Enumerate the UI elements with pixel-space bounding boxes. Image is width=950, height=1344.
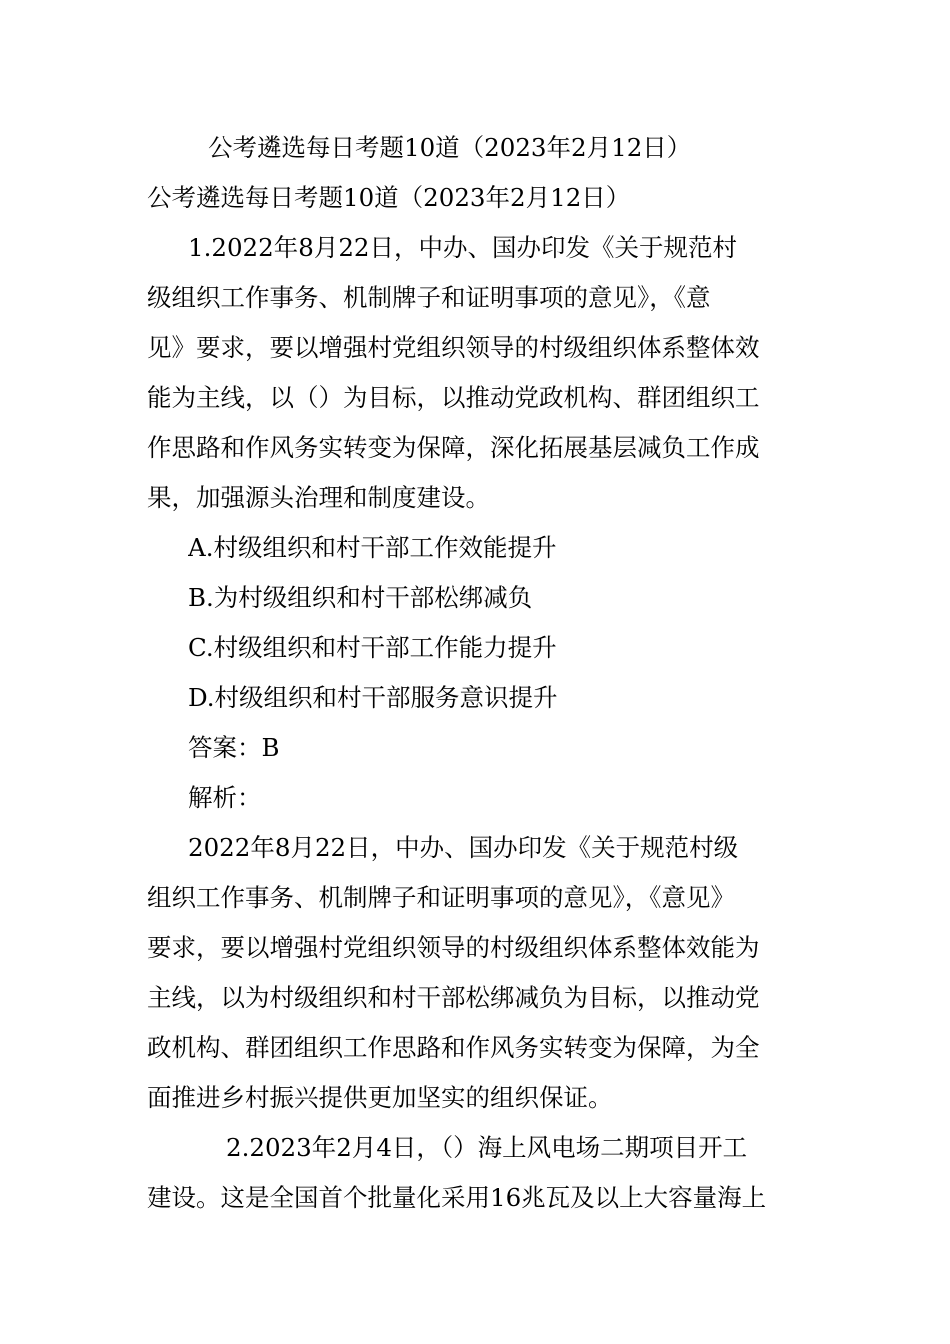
document-title: 公考遴选每日考题10道（2023年2月12日） [208, 133, 692, 162]
q1-analysis-line: 要求，要以增强村党组织领导的村级组织体系整体效能为 [147, 933, 760, 962]
q1-option-b: B.为村级组织和村干部松绑减负 [188, 583, 533, 612]
q1-stem-line: 级组织工作事务、机制牌子和证明事项的意见》，《意 [147, 283, 711, 312]
q1-stem-line: 作思路和作风务实转变为保障，深化拓展基层减负工作成 [147, 433, 760, 462]
q2-stem-line: 建设。这是全国首个批量化采用16兆瓦及以上大容量海上 [147, 1183, 767, 1212]
document-subtitle: 公考遴选每日考题10道（2023年2月12日） [147, 183, 631, 212]
q1-option-a: A.村级组织和村干部工作效能提升 [188, 533, 557, 562]
q2-stem-line: 2.2023年2月4日，（）海上风电场二期项目开工 [226, 1133, 748, 1162]
q1-stem-line: 果，加强源头治理和制度建设。 [147, 483, 490, 512]
q1-analysis-label: 解析： [188, 783, 262, 812]
q1-stem-line: 1.2022年8月22日，中办、国办印发《关于规范村 [188, 233, 737, 262]
q1-analysis-line: 面推进乡村振兴提供更加坚实的组织保证。 [147, 1083, 613, 1112]
q1-analysis-line: 政机构、群团组织工作思路和作风务实转变为保障，为全 [147, 1033, 760, 1062]
q1-stem-line: 能为主线，以（）为目标，以推动党政机构、群团组织工 [147, 383, 760, 412]
q1-analysis-line: 主线，以为村级组织和村干部松绑减负为目标，以推动党 [147, 983, 760, 1012]
q1-stem-line: 见》要求，要以增强村党组织领导的村级组织体系整体效 [147, 333, 760, 362]
q1-analysis-line: 组织工作事务、机制牌子和证明事项的意见》，《意见》 [147, 883, 735, 912]
q1-answer: 答案：B [188, 733, 280, 762]
q1-option-d: D.村级组织和村干部服务意识提升 [188, 683, 558, 712]
q1-analysis-line: 2022年8月22日，中办、国办印发《关于规范村级 [188, 833, 739, 862]
q1-option-c: C.村级组织和村干部工作能力提升 [188, 633, 557, 662]
